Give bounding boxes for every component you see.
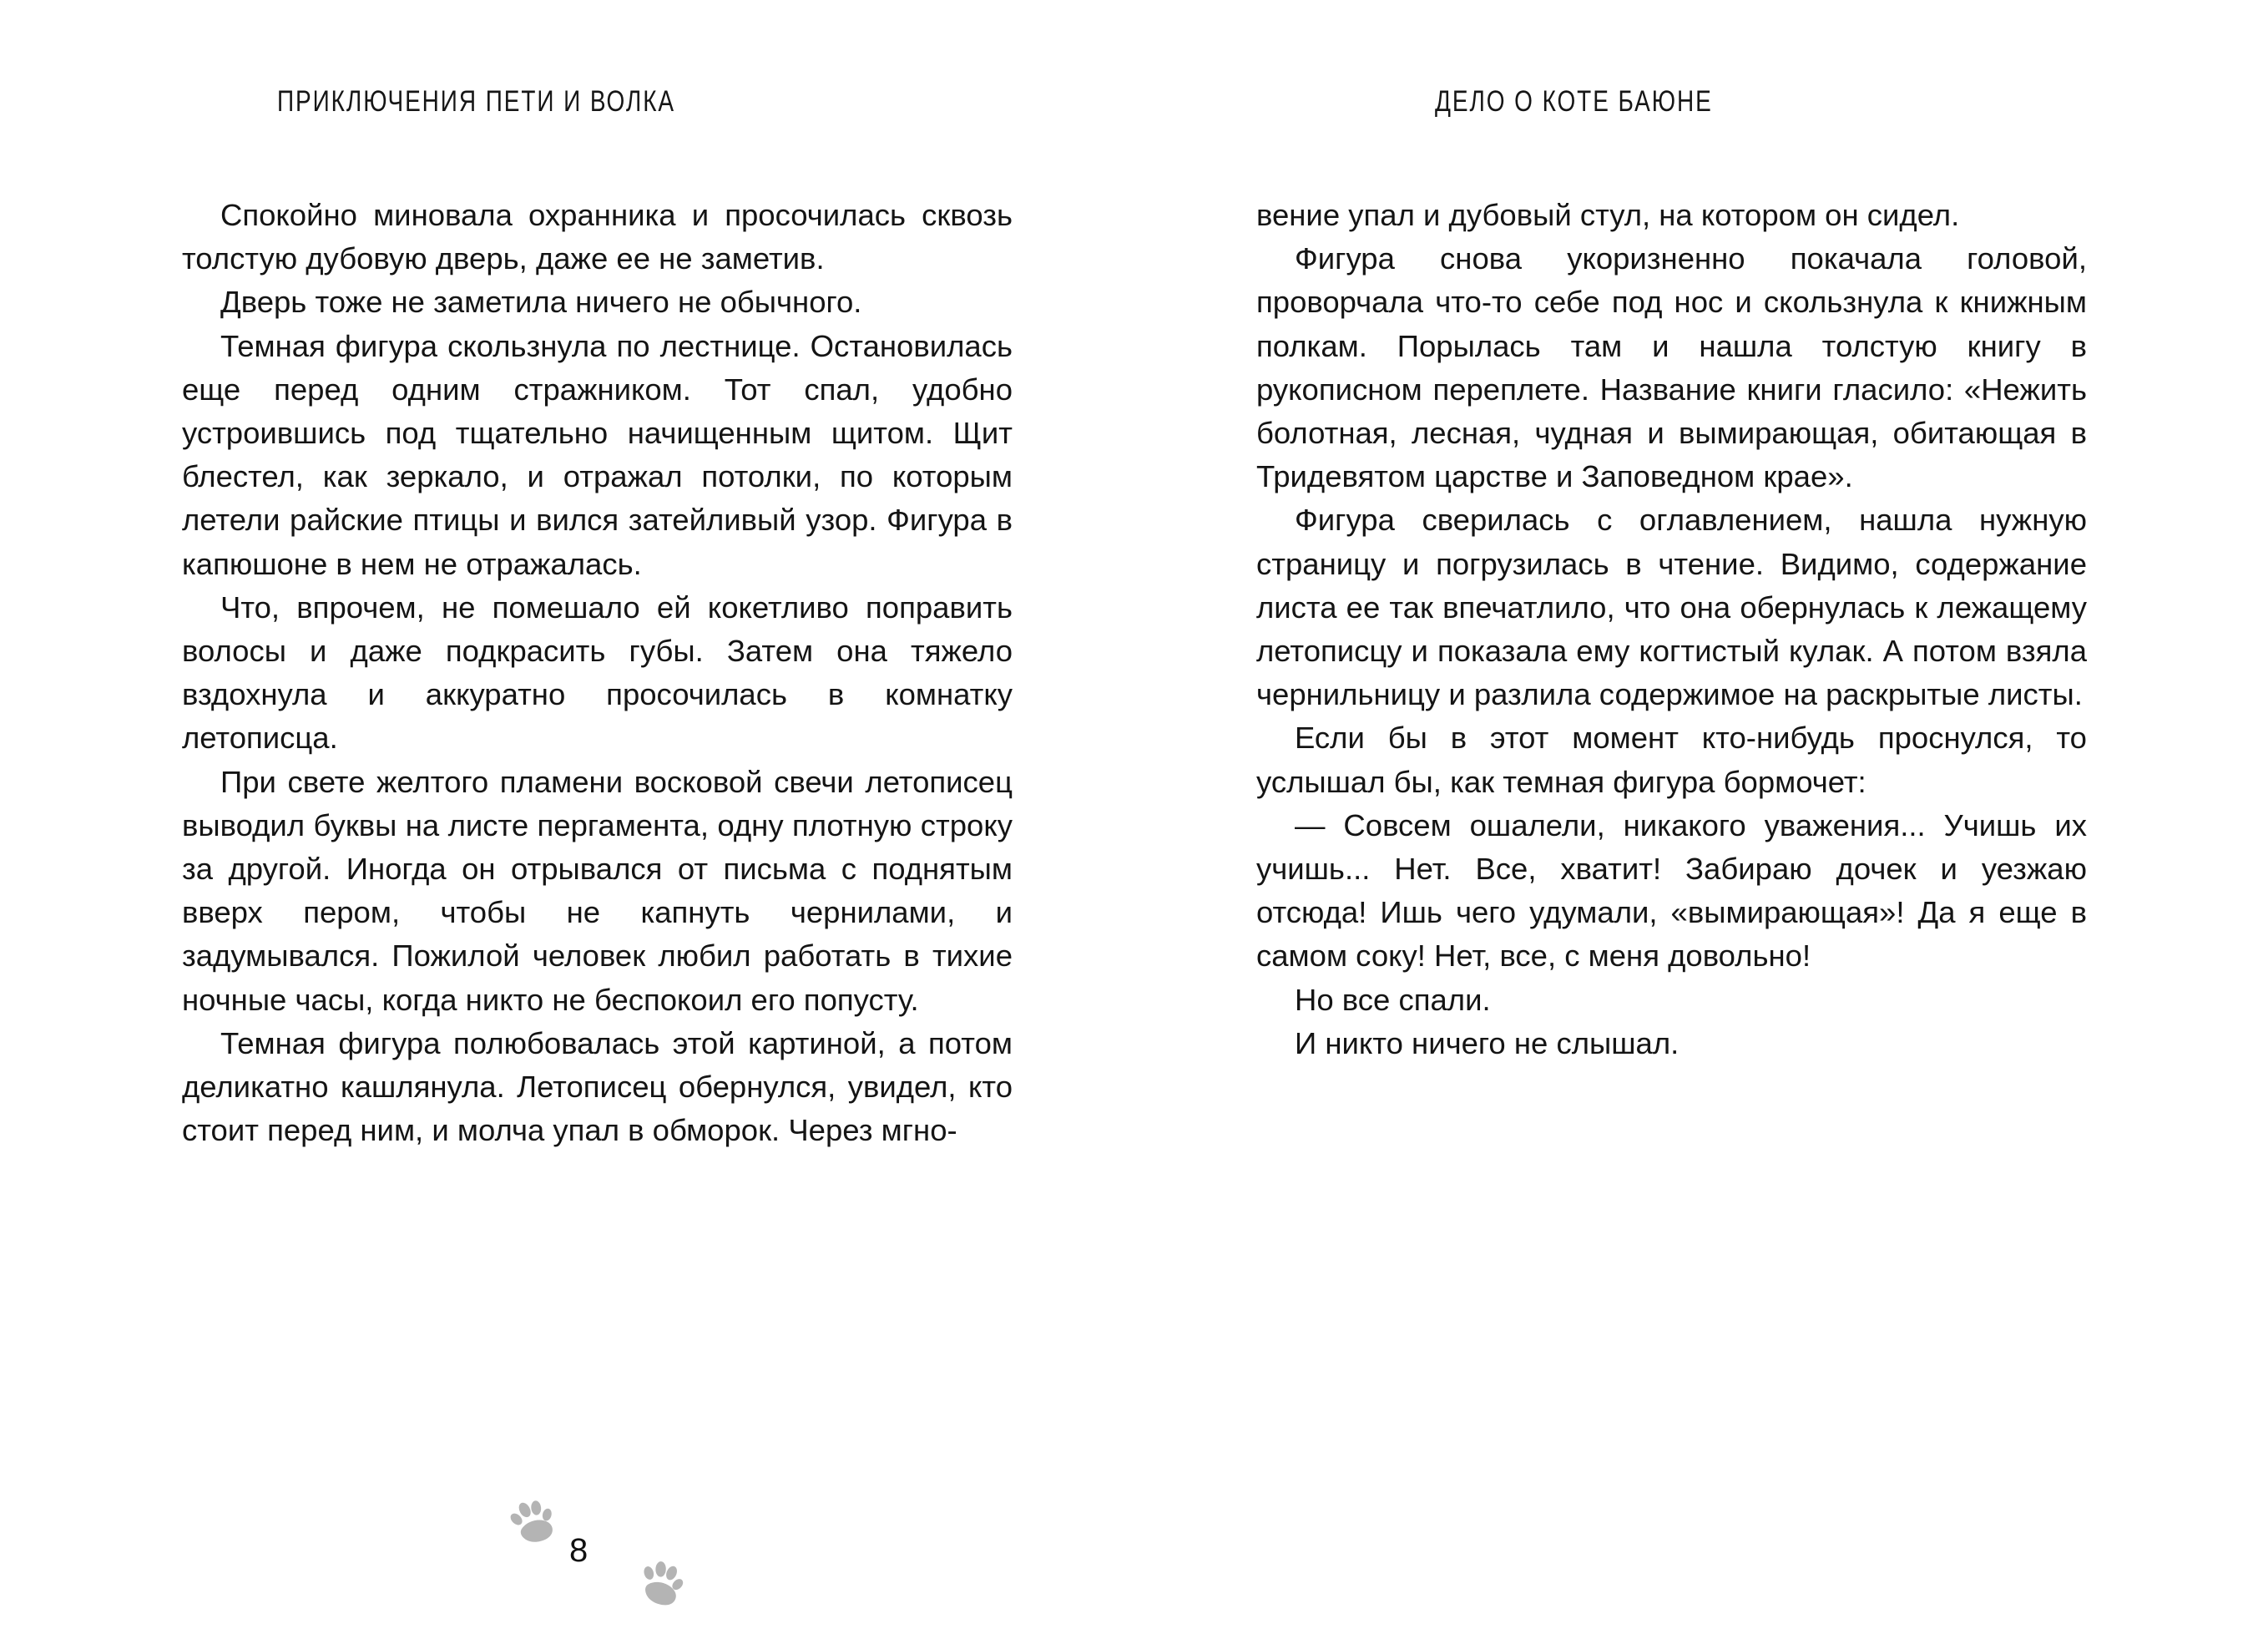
paragraph: Дверь тоже не заметила ничего не обычного. (220, 285, 862, 320)
paragraph: — Совсем ошалели, никакого уважения... Учишь их учишь... Нет. Все, хватит! Забираю дочек и уезжаю отсюда! Ишь чего удумали, «вымирающая»! Да я еще в самом соку! Нет, все, с меня довольно! (1256, 807, 2087, 974)
paragraph: Фигура сверилась с оглавлением, нашла нужную страницу и погрузилась в чтение. Видимо, содержание листа ее так впечатлило, что она обернулась к лежащему летописцу и показала ему когтистый кулак. А потом взяла чернильницу и разлила содержимое на раскрытые листы. (1256, 503, 2087, 712)
paragraph: Спокойно миновала охранника и просочилась сквозь толстую дубовую дверь, даже ее не заметив. (182, 198, 1013, 276)
text-column-left (182, 194, 1013, 1152)
paragraph: Если бы в этот момент кто-нибудь проснулся, то услышал бы, как темная фигура бормочет: (1256, 721, 2087, 799)
page-number: 8 (569, 1532, 588, 1569)
paragraph: И никто ничего не слышал. (1295, 1025, 1680, 1060)
paragraph: Что, впрочем, не помешало ей кокетливо поправить волосы и даже подкрасить губы. Затем она тяжело вздохнула и аккуратно просочилась в комнатку летописца. (182, 589, 1013, 756)
paragraph-continuation: вение упал и дубовый стул, на котором он сидел. (1256, 198, 1960, 232)
paw-print-icon (629, 1553, 691, 1615)
paragraph: Фигура снова укоризненно покачала головой, проворчала что-то себе под нос и скользнула к книжным полкам. Порылась там и нашла толстую книгу в рукописном переплете. Название книги гласило: «Нежить болотная, лесная, чудная и вымирающая, обитающая в Тридевятом царстве и Заповедном крае». (1256, 241, 2087, 494)
paragraph: Но все спали. (1295, 982, 1491, 1017)
text-column-right (1256, 194, 2087, 1065)
paragraph: Темная фигура полюбовалась этой картиной, а потом деликатно кашлянула. Летописец обернулся, увидел, кто стоит перед ним, и молча упал в обморок. Через мгно- (182, 1025, 1013, 1148)
running-head-recto: ДЕЛО О КОТЕ БАЮНЕ (1435, 85, 1713, 118)
paragraph: Темная фигура скользнула по лестнице. Остановилась еще перед одним стражником. Тот спал, удобно устроившись под тщательно начищенным щитом. Щит блестел, как зеркало, и отражал потолки, по которым летели райские птицы и вился затейливый узор. Фигура в капюшоне в нем не отражалась. (182, 328, 1013, 581)
paw-print-icon (499, 1490, 564, 1555)
running-head-verso: ПРИКЛЮЧЕНИЯ ПЕТИ И ВОЛКА (277, 85, 676, 118)
paragraph: При свете желтого пламени восковой свечи летописец выводил буквы на листе пергамента, одну плотную строку за другой. Иногда он отрывался от письма с поднятым вверх пером, чтобы не капнуть чернилами, и задумывался. Пожилой человек любил работать в тихие ночные часы, когда никто не беспокоил его попусту. (182, 764, 1013, 1017)
